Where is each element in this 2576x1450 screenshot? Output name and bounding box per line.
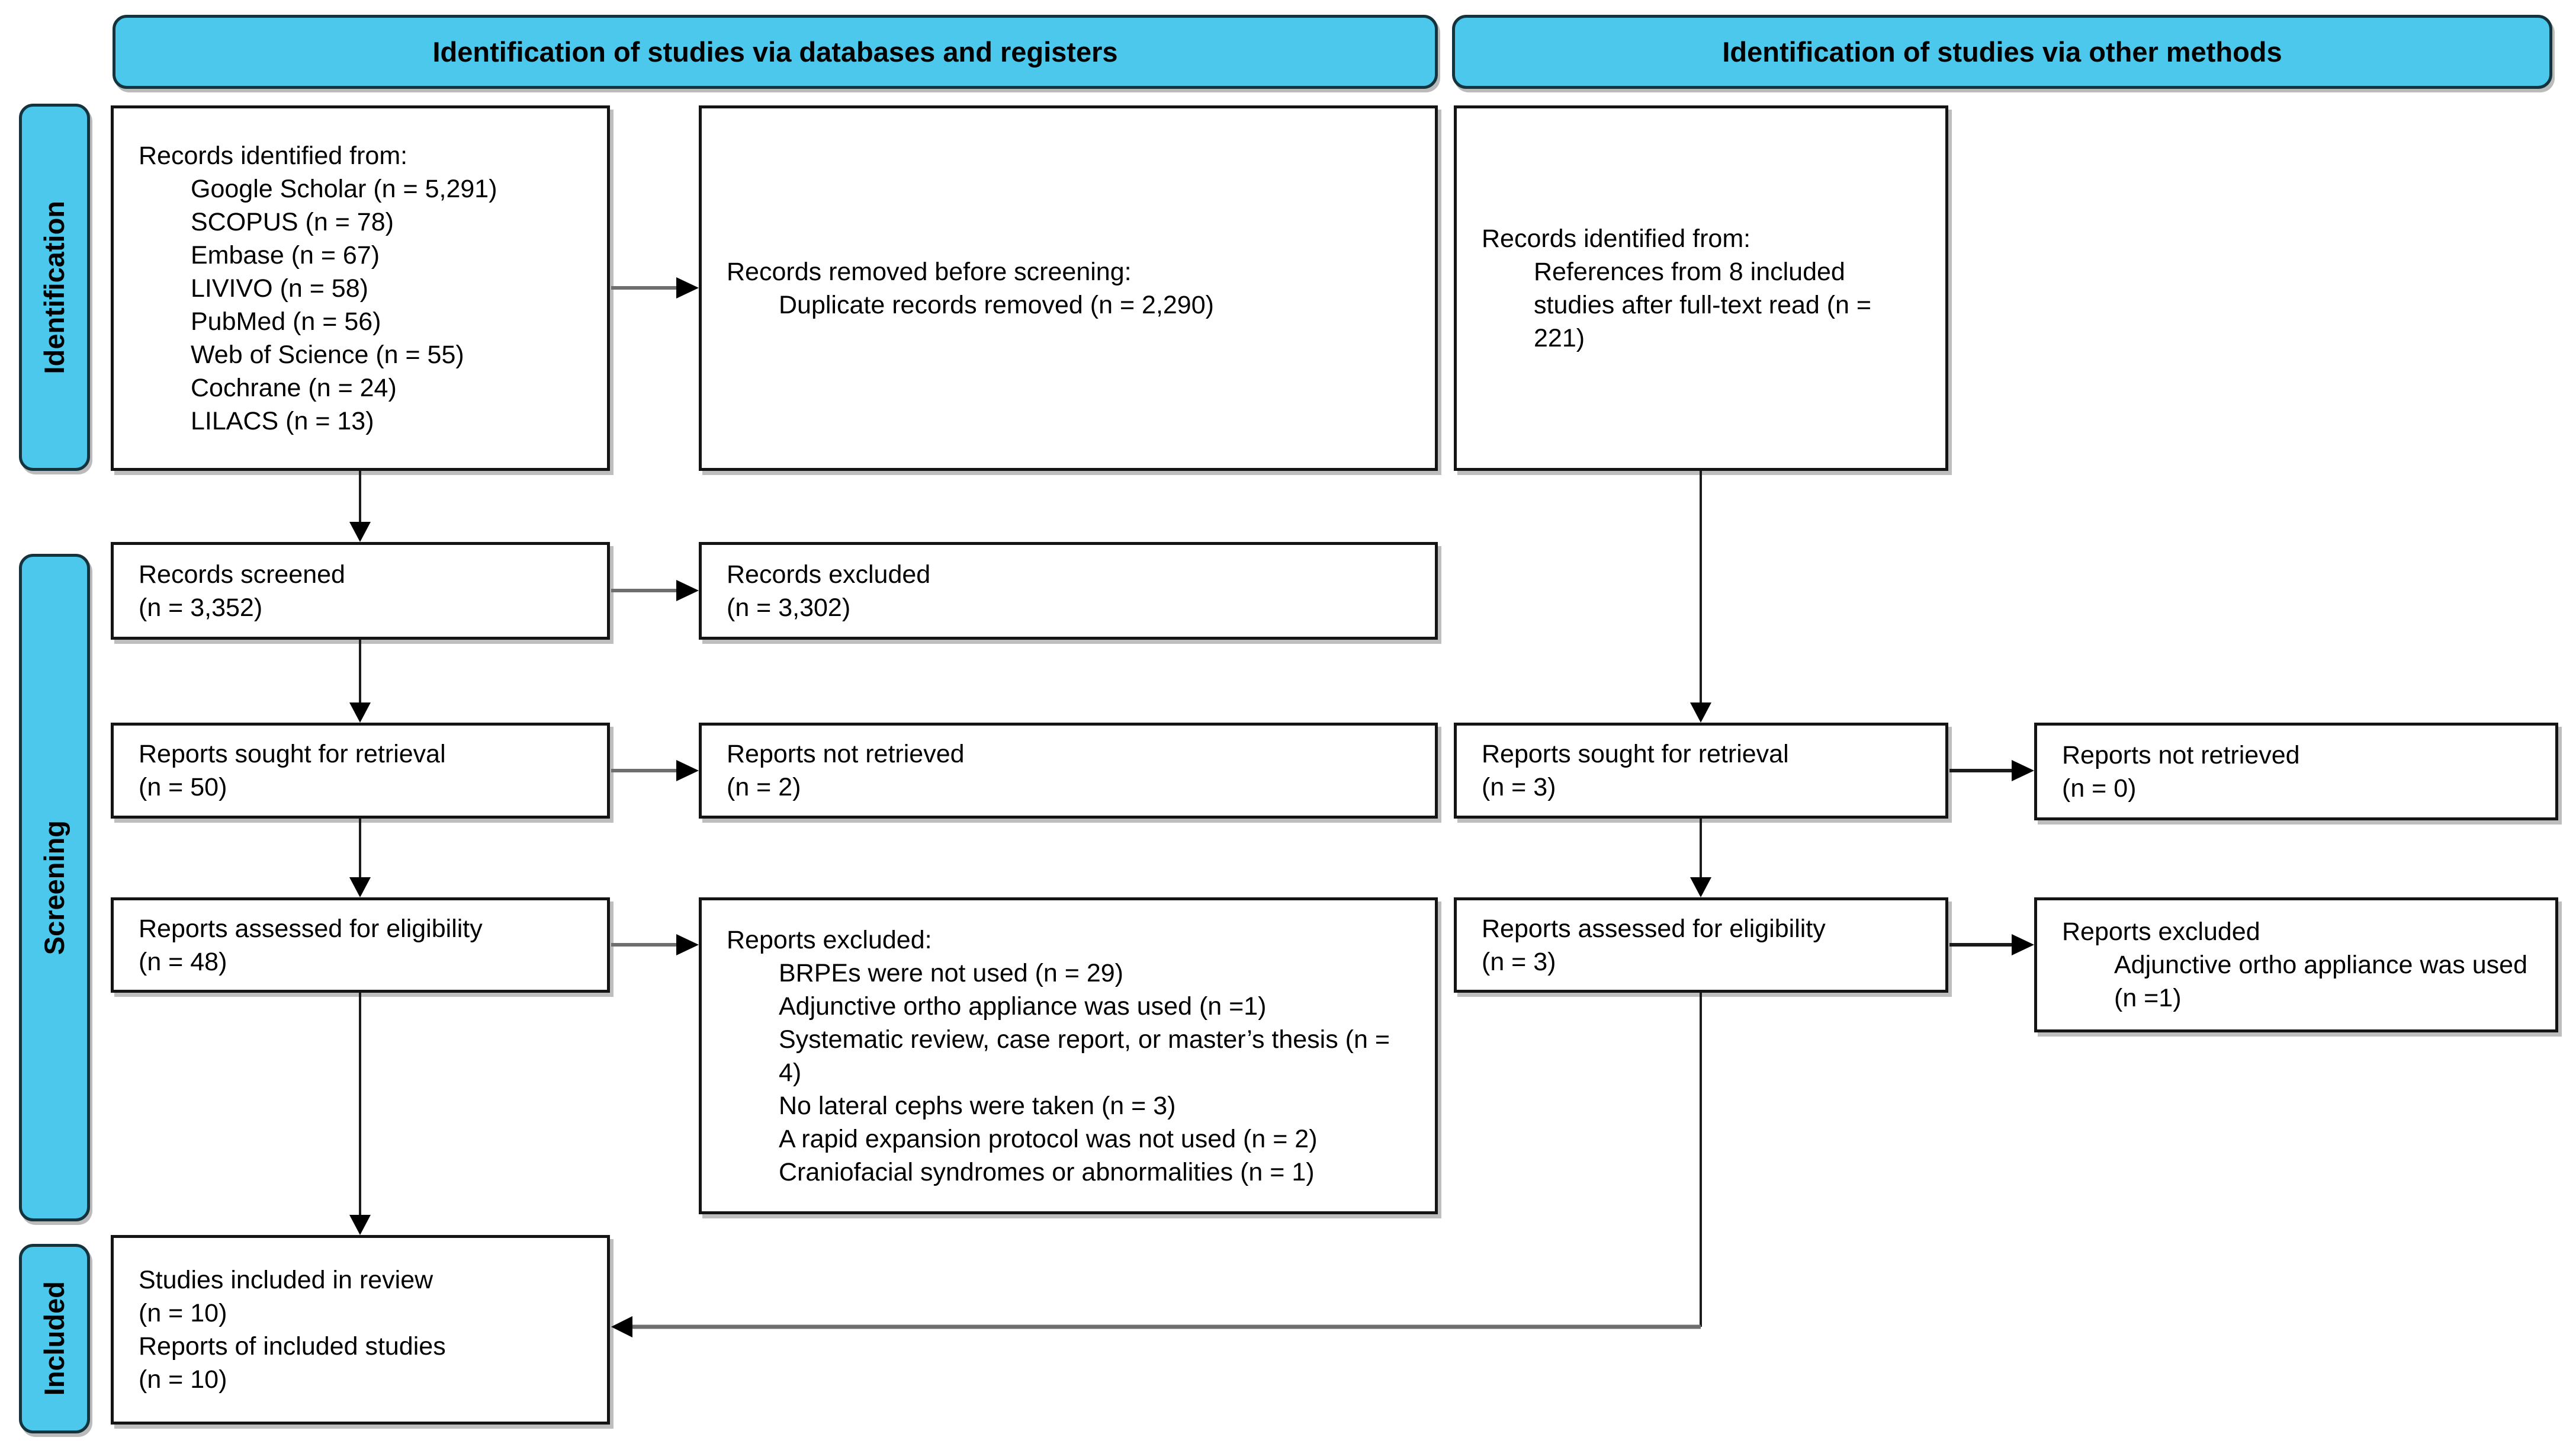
stage-included	[19, 1244, 90, 1433]
box-title: Records identified from:	[1482, 224, 1751, 253]
box-count: (n = 10)	[139, 1299, 227, 1327]
source-item: Web of Science (n = 55)	[191, 340, 464, 369]
box-line: Reports assessed for eligibility	[1482, 914, 1826, 943]
arrow-other-assessed-to-excluded	[1949, 934, 2034, 955]
box-line: Reports not retrieved	[727, 740, 965, 768]
box-reports-excluded-databases	[699, 897, 1438, 1214]
box-title: Reports excluded	[2062, 918, 2260, 946]
stage-identification	[19, 104, 90, 471]
box-reports-assessed-databases	[111, 897, 610, 993]
header-databases-label: Identification of studies via databases and registers	[432, 36, 1118, 68]
reason-item: Craniofacial syndromes or abnormalities (n = 1)	[779, 1157, 1315, 1186]
box-line: Reports assessed for eligibility	[139, 914, 483, 943]
box-count: (n = 50)	[139, 773, 227, 801]
box-count: (n = 2)	[727, 773, 801, 801]
stage-included-label: Included	[38, 1281, 70, 1396]
box-reports-sought-other	[1454, 723, 1948, 819]
box-count: (n = 3)	[1482, 947, 1556, 976]
source-item: Embase (n = 67)	[191, 240, 380, 270]
box-count: (n = 3,302)	[727, 593, 851, 622]
source-item: LIVIVO (n = 58)	[191, 274, 368, 303]
stage-screening-label: Screening	[38, 820, 70, 955]
arrow-identified-to-removed	[611, 277, 699, 299]
reason-item: Adjunctive ortho appliance was used (n =1)	[779, 992, 1267, 1021]
source-item: LILACS (n = 13)	[191, 406, 374, 435]
source-item: SCOPUS (n = 78)	[191, 207, 394, 236]
box-reports-excluded-other	[2034, 897, 2558, 1032]
reason-item: BRPEs were not used (n = 29)	[779, 958, 1123, 987]
box-line: Records screened	[139, 560, 345, 589]
box-records-identified-databases	[111, 105, 610, 471]
header-other-methods	[1452, 15, 2552, 89]
box-count: (n = 3,352)	[139, 593, 263, 622]
arrow-screened-to-sought	[349, 640, 371, 723]
box-title: Records identified from:	[139, 141, 408, 170]
arrow-other-sought-to-assessed	[1690, 819, 1711, 897]
arrow-assessed-to-included	[349, 993, 371, 1235]
box-line: Studies included in review	[139, 1266, 433, 1294]
box-records-identified-other	[1454, 105, 1948, 471]
reason-item: Systematic review, case report, or master’s thesis (n = 4)	[779, 1025, 1397, 1087]
box-studies-included	[111, 1235, 610, 1425]
stage-identification-label: Identification	[38, 200, 70, 374]
header-databases-registers	[113, 15, 1438, 89]
box-count: (n = 48)	[139, 947, 227, 976]
arrow-screened-to-excluded	[611, 580, 699, 601]
box-line: Reports of included studies	[139, 1332, 446, 1361]
box-reports-not-retrieved-other	[2034, 723, 2558, 820]
arrow-assessed-to-reports-excluded	[611, 934, 699, 955]
source-item: Cochrane (n = 24)	[191, 373, 397, 402]
box-records-excluded	[699, 542, 1438, 640]
arrow-identified-to-screened	[349, 471, 371, 542]
box-line: Reports not retrieved	[2062, 740, 2300, 769]
reason-item: Adjunctive ortho appliance was used (n =1)	[2114, 951, 2535, 1012]
box-count: (n = 0)	[2062, 774, 2137, 803]
box-reports-sought-databases	[111, 723, 610, 819]
box-records-removed-before-screening	[699, 105, 1438, 471]
reason-item: No lateral cephs were taken (n = 3)	[779, 1091, 1176, 1120]
box-line: Reports sought for retrieval	[1482, 740, 1789, 768]
arrow-other-sought-to-not-retrieved	[1949, 760, 2034, 781]
stage-screening	[19, 554, 90, 1221]
box-title: Records removed before screening:	[727, 257, 1132, 286]
box-line: Records excluded	[727, 560, 931, 589]
reason-item: Duplicate records removed (n = 2,290)	[779, 290, 1214, 319]
source-item: Google Scholar (n = 5,291)	[191, 174, 497, 203]
box-count: (n = 3)	[1482, 773, 1556, 801]
box-reports-assessed-other	[1454, 897, 1948, 993]
box-title: Reports excluded:	[727, 925, 932, 954]
source-item: References from 8 included studies after full-text read (n = 221)	[1534, 257, 1878, 352]
box-reports-not-retrieved-databases	[699, 723, 1438, 819]
source-item: PubMed (n = 56)	[191, 307, 381, 336]
box-records-screened	[111, 542, 610, 640]
arrow-other-identified-to-sought	[1690, 471, 1711, 723]
arrow-sought-to-assessed	[349, 819, 371, 897]
header-other-label: Identification of studies via other methods	[1722, 36, 2282, 68]
reason-item: A rapid expansion protocol was not used (n = 2)	[779, 1124, 1318, 1153]
box-line: Reports sought for retrieval	[139, 740, 446, 768]
box-count: (n = 10)	[139, 1365, 227, 1394]
arrow-sought-to-not-retrieved	[611, 760, 699, 781]
